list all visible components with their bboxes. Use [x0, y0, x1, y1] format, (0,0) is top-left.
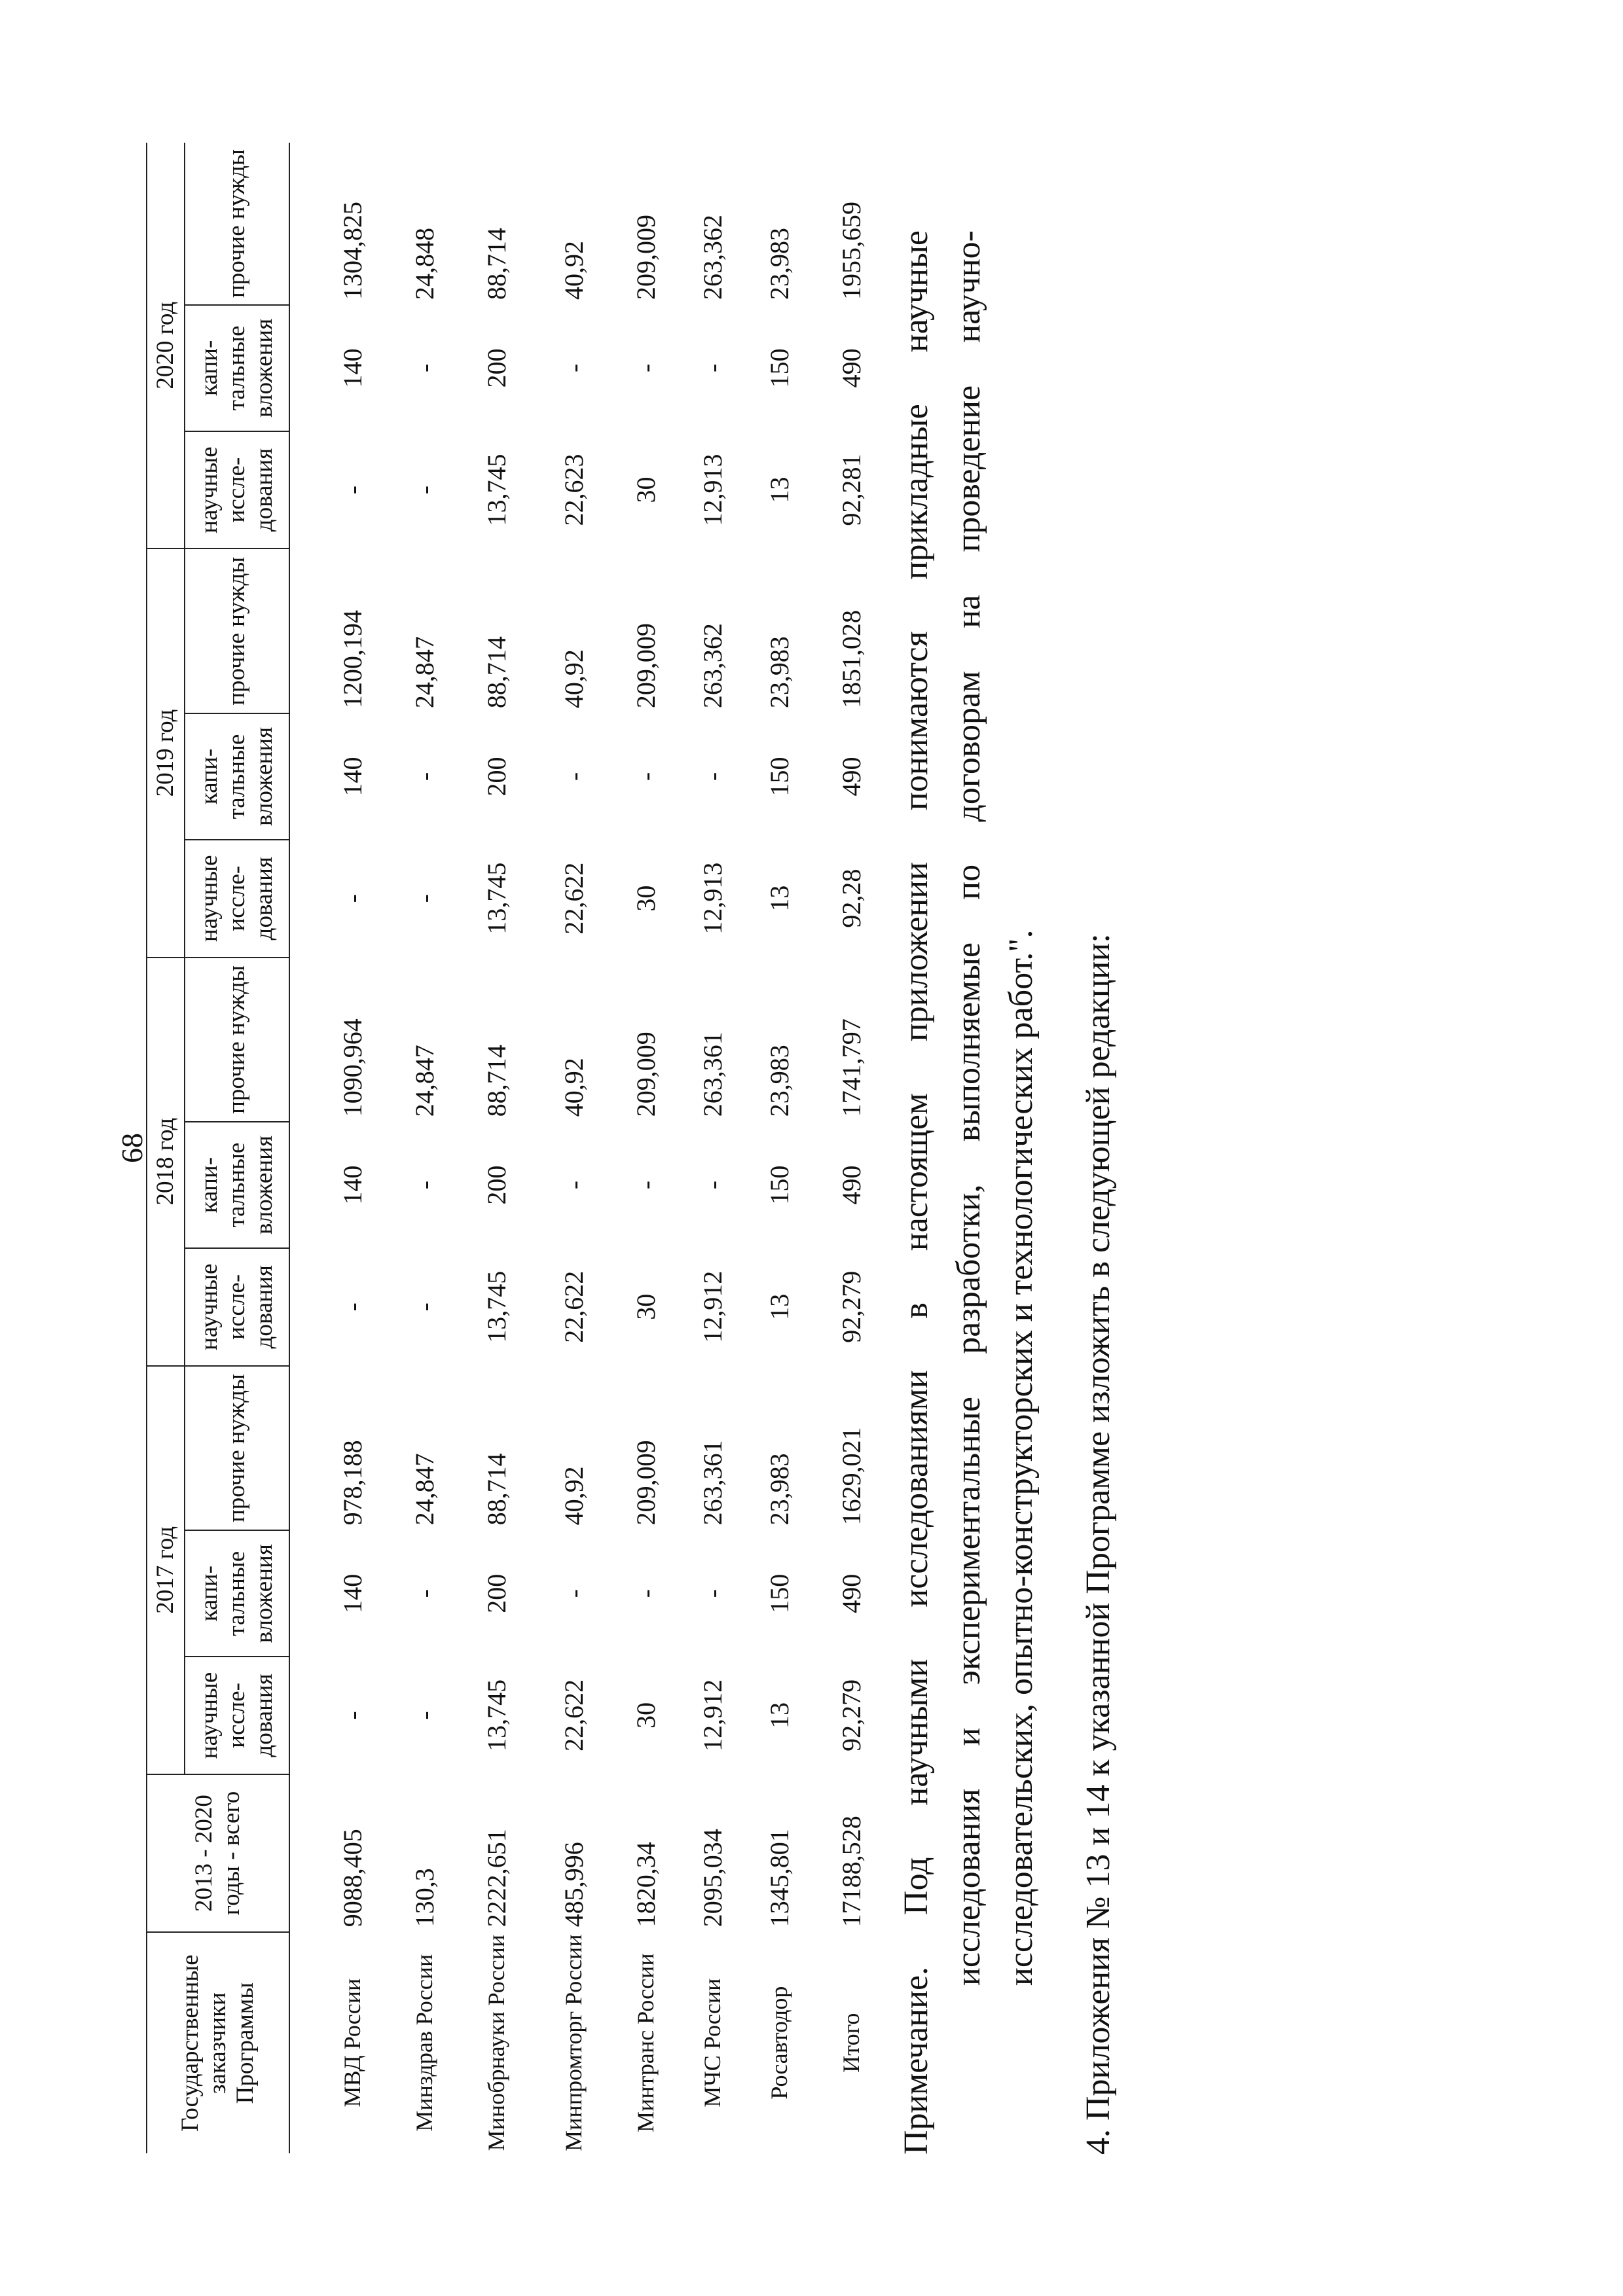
header-year: 2020 год [147, 143, 185, 548]
row-total: 9088,405 [337, 1829, 367, 1928]
table-cell: 40,92 [558, 649, 589, 709]
table-cell: - [558, 1180, 589, 1190]
table-cell: 13,745 [481, 1679, 511, 1751]
table-cell: 40,92 [558, 241, 589, 300]
table-cell: 13 [764, 885, 794, 912]
item-4-paragraph: 4. Приложения № 13 и 14 к указанной Программе изложить в следующей редакции: [1080, 933, 1117, 2155]
table-cell: 490 [836, 348, 866, 388]
table-cell: 12,913 [697, 862, 727, 935]
table-cell: 1200,194 [337, 610, 367, 709]
subheader-research: научные иссле- дования [185, 1657, 289, 1774]
table-row [314, 143, 391, 2153]
table-cell: - [409, 772, 439, 781]
table-cell: 209,009 [630, 215, 661, 300]
table-cell: 150 [764, 1573, 794, 1613]
row-customer: МВД России [339, 1978, 365, 2108]
row-customer: Росавтодор [766, 1986, 792, 2100]
row-total: 130,3 [409, 1868, 439, 1928]
table-cell: 23,983 [764, 228, 794, 300]
table-cell: 209,009 [630, 623, 661, 709]
table-row [612, 143, 679, 2153]
table-cell: 13,745 [481, 1270, 511, 1343]
table-cell: 30 [630, 476, 661, 503]
table-cell: - [630, 1589, 661, 1598]
subheader-research: научные иссле- дования [185, 431, 289, 549]
table-cell: 150 [764, 757, 794, 797]
table-cell: 200 [481, 1573, 511, 1613]
table-cell: - [409, 1302, 439, 1312]
table-cell: 88,714 [481, 1453, 511, 1526]
table-cell: - [630, 1180, 661, 1190]
row-total: 1345,801 [764, 1829, 794, 1928]
header-year: 2019 год [147, 548, 185, 957]
table-cell: 150 [764, 1165, 794, 1205]
table-cell: 263,361 [697, 1440, 727, 1526]
subheader-capital: капи- тальные вложения [185, 713, 289, 840]
table-row [746, 143, 812, 2153]
table-cell: 22,622 [558, 862, 589, 935]
table-cell: - [337, 1302, 367, 1312]
subheader-research: научные иссле- дования [185, 1248, 289, 1366]
table-cell: 92,279 [836, 1270, 866, 1343]
table-cell: 200 [481, 348, 511, 388]
table-cell: 140 [337, 1165, 367, 1205]
table-cell: 23,983 [764, 1453, 794, 1526]
table-cell: 490 [836, 757, 866, 797]
table-cell: 40,92 [558, 1466, 589, 1526]
row-total: 1820,34 [630, 1842, 661, 1928]
table-cell: - [337, 894, 367, 903]
row-total: 2095,034 [697, 1829, 727, 1928]
table-row [535, 143, 612, 2153]
table-cell: 263,362 [697, 623, 727, 709]
table-cell: 22,623 [558, 454, 589, 526]
table-row [679, 143, 746, 2153]
table-cell: 490 [836, 1165, 866, 1205]
table-cell: - [630, 363, 661, 373]
header-customer: Государственные заказчики Программы [147, 1932, 289, 2153]
table-cell: 24,848 [409, 228, 439, 300]
subheader-capital: капи- тальные вложения [185, 1122, 289, 1248]
row-customer: Минпромторг России [560, 1934, 587, 2151]
header-year: 2017 год [147, 1366, 185, 1774]
note-line-1 [890, 230, 943, 2155]
table-cell: - [409, 1180, 439, 1190]
table-cell: 30 [630, 1293, 661, 1320]
table-cell: 23,983 [764, 1045, 794, 1117]
table-cell: 12,913 [697, 454, 727, 526]
header-year: 2018 год [147, 958, 185, 1366]
table-cell: 978,188 [337, 1440, 367, 1526]
table-cell: - [409, 1589, 439, 1598]
header-total: 2013 - 2020 годы - всего [147, 1774, 289, 1932]
row-customer: Минтранс России [632, 1953, 659, 2132]
table-cell: 24,847 [409, 636, 439, 709]
note-line-2: исследования и экспериментальные разработки, выполняемые по договорам на проведение научно- [950, 230, 987, 1986]
table-cell: 1955,659 [836, 202, 866, 300]
note-line-3: исследовательских, опытно-конструкторских и технологических работ.". [1002, 929, 1040, 1986]
table-cell: 13,745 [481, 454, 511, 526]
table-cell: 40,92 [558, 1058, 589, 1117]
table-cell: 88,714 [481, 1045, 511, 1117]
table-cell: 13 [764, 476, 794, 503]
table-cell: 92,281 [836, 454, 866, 526]
table-cell: 1629,021 [836, 1427, 866, 1526]
subheader-other: прочие нужды [185, 143, 289, 305]
table-cell: 13 [764, 1702, 794, 1729]
row-customer: МЧС России [699, 1978, 725, 2108]
table-cell: 263,362 [697, 215, 727, 300]
table-cell: - [409, 485, 439, 495]
table-cell: 140 [337, 1573, 367, 1613]
table-cell: - [697, 363, 727, 373]
table-cell: 200 [481, 757, 511, 797]
table-cell: 13 [764, 1293, 794, 1320]
table-cell: - [409, 363, 439, 373]
table-cell: 22,622 [558, 1270, 589, 1343]
table-cell: 200 [481, 1165, 511, 1205]
table-note [890, 230, 1048, 2155]
subheader-capital: капи- тальные вложения [185, 1530, 289, 1657]
table-cell: 12,912 [697, 1679, 727, 1751]
table-row [458, 143, 535, 2153]
table-cell: 140 [337, 348, 367, 388]
subheader-capital: капи- тальные вложения [185, 305, 289, 431]
table-cell: 1741,797 [836, 1018, 866, 1117]
table-cell: - [630, 772, 661, 781]
table-cell: - [409, 1711, 439, 1720]
table-cell: 490 [836, 1573, 866, 1613]
table-cell: 23,983 [764, 636, 794, 709]
table-cell: - [697, 1589, 727, 1598]
table-cell: 209,009 [630, 1031, 661, 1117]
row-total: 2222,651 [481, 1829, 511, 1928]
table-cell: 1090,964 [337, 1018, 367, 1117]
table-cell: 24,847 [409, 1045, 439, 1117]
row-customer: Итого [838, 2013, 864, 2073]
table-cell: - [558, 772, 589, 781]
subheader-other: прочие нужды [185, 1366, 289, 1531]
table-cell: 30 [630, 885, 661, 912]
subheader-research: научные иссле- дования [185, 840, 289, 958]
funding-table [146, 143, 890, 2153]
subheader-other: прочие нужды [185, 958, 289, 1122]
table-cell: 263,361 [697, 1031, 727, 1117]
table-cell: 13,745 [481, 862, 511, 935]
table-cell: 24,847 [409, 1453, 439, 1526]
table-row [391, 143, 458, 2153]
table-cell: - [337, 485, 367, 495]
table-cell: - [558, 363, 589, 373]
table-cell: 209,009 [630, 1440, 661, 1526]
note-line-1-text: Под научными исследованиями в настоящем приложении понимаются прикладные научные [898, 230, 935, 1915]
row-total: 485,996 [558, 1842, 589, 1928]
table-cell: 88,714 [481, 636, 511, 709]
table-cell: 92,28 [836, 869, 866, 928]
table-cell: - [558, 1589, 589, 1598]
table-cell: 140 [337, 757, 367, 797]
table-cell: 1851,028 [836, 610, 866, 709]
table-cell: 12,912 [697, 1270, 727, 1343]
note-label: Примечание. [898, 1966, 935, 2155]
row-customer: Минздрав России [411, 1954, 437, 2132]
subheader-other: прочие нужды [185, 548, 289, 713]
row-customer: Минобрнауки России [483, 1934, 509, 2151]
table-cell: 1304,825 [337, 202, 367, 300]
row-total: 17188,528 [836, 1816, 866, 1928]
table-row-total [812, 143, 890, 2153]
table-cell: - [697, 772, 727, 781]
table-cell: 92,279 [836, 1679, 866, 1751]
table-cell: 150 [764, 348, 794, 388]
table-cell: - [337, 1711, 367, 1720]
table-cell: - [409, 894, 439, 903]
table-cell: 88,714 [481, 228, 511, 300]
table-cell: - [697, 1180, 727, 1190]
table-cell: 22,622 [558, 1679, 589, 1751]
page-number: 68 [115, 1133, 149, 1163]
table-cell: 30 [630, 1702, 661, 1729]
